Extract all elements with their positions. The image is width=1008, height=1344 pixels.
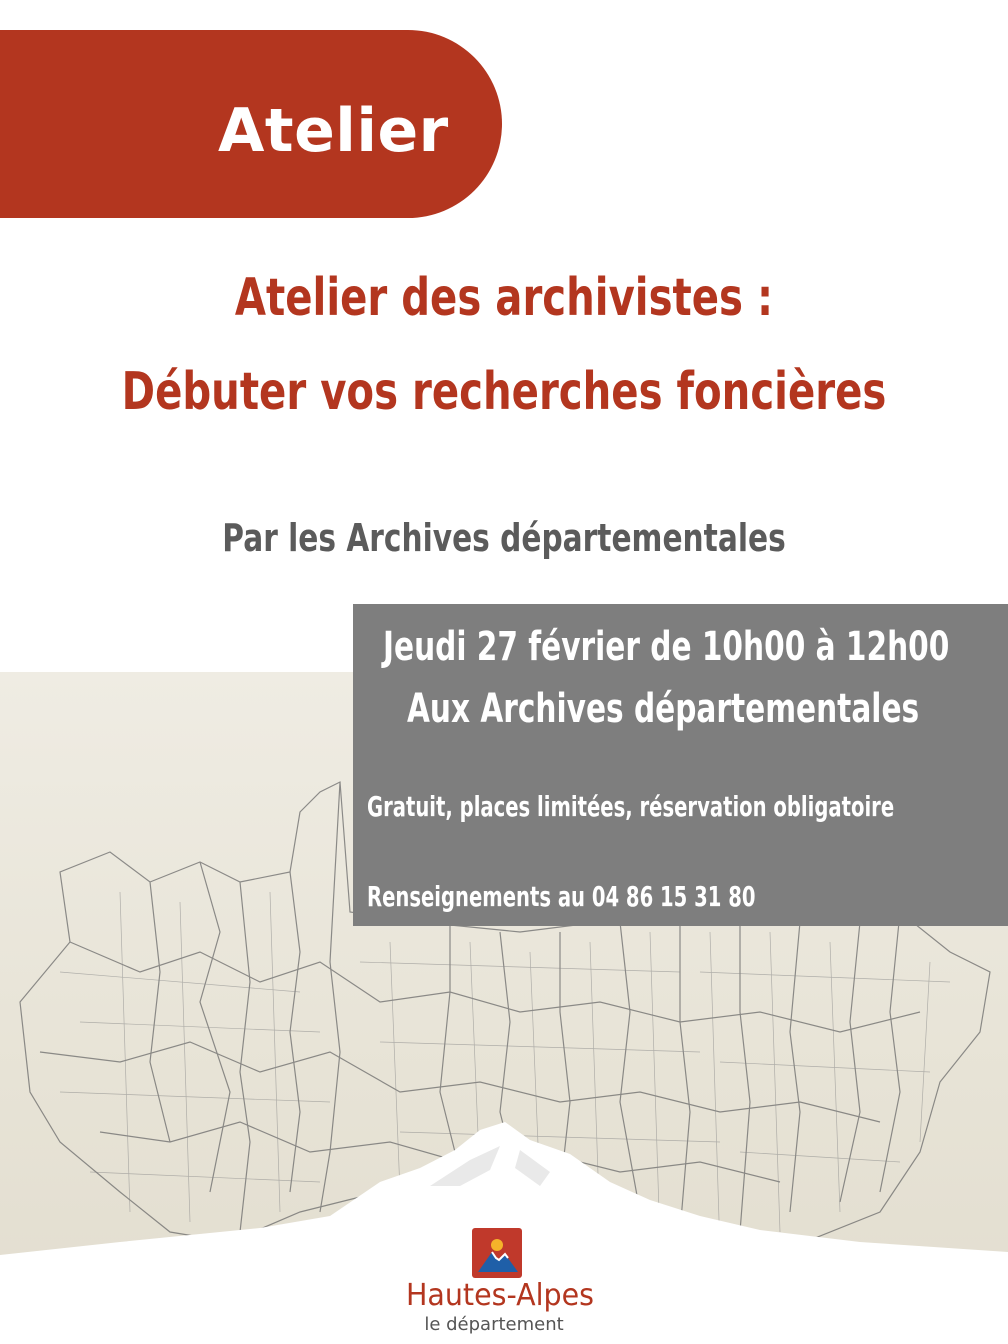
event-date: Jeudi 27 février de 10h00 à 12h00 [383, 624, 950, 670]
event-info-box [353, 604, 1008, 926]
mountain-sun-icon [472, 1228, 522, 1278]
hautes-alpes-logo [472, 1228, 522, 1278]
event-title-line-2: Débuter vos recherches foncières [121, 362, 887, 422]
logo-tagline: le département [424, 1314, 564, 1335]
banner-label: Atelier [218, 96, 449, 166]
event-contact: Renseignements au 04 86 15 31 80 [367, 880, 756, 913]
organizer-subtitle: Par les Archives départementales [222, 516, 786, 560]
event-location: Aux Archives départementales [407, 686, 920, 732]
event-conditions: Gratuit, places limitées, réservation obligatoire [367, 790, 895, 823]
logo-name: Hautes-Alpes [405, 1278, 595, 1313]
event-title-line-1: Atelier des archivistes : [234, 268, 774, 328]
